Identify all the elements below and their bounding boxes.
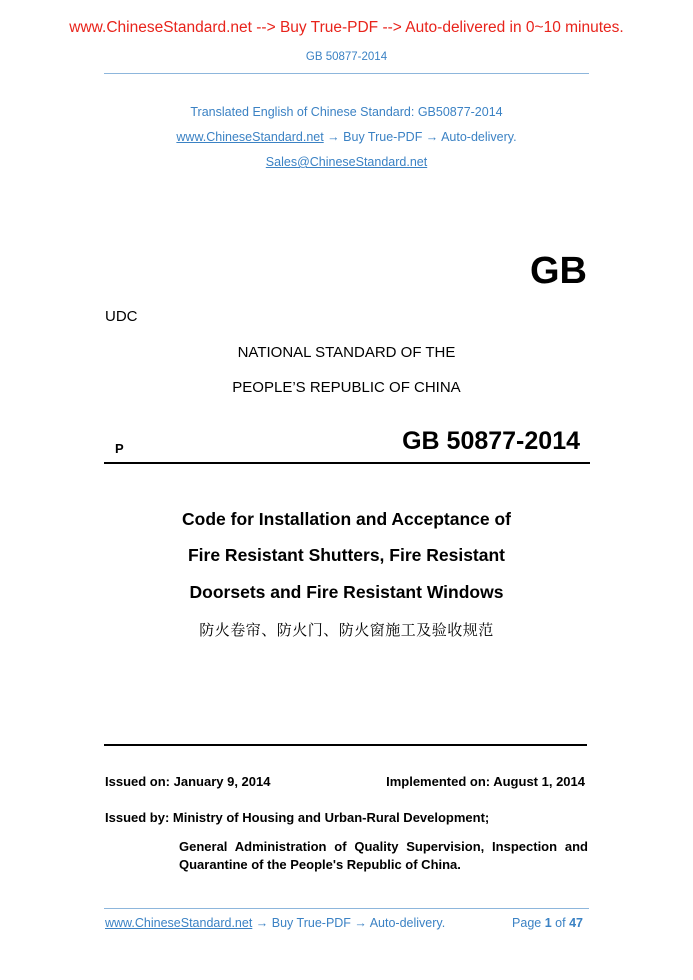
footer-purchase-text: → Buy True-PDF → Auto-delivery. bbox=[252, 916, 446, 930]
page-of: of bbox=[555, 916, 566, 930]
page-label: Page bbox=[512, 916, 542, 930]
issued-on: Issued on: January 9, 2014 bbox=[105, 774, 271, 789]
title-line-2: Fire Resistant Shutters, Fire Resistant bbox=[187, 545, 506, 565]
page-total: 47 bbox=[569, 916, 583, 930]
title-line-1: Code for Installation and Acceptance of bbox=[182, 509, 511, 529]
national-standard-line2: PEOPLE’S REPUBLIC OF CHINA bbox=[232, 379, 461, 396]
page-current: 1 bbox=[544, 916, 552, 930]
bottom-rule bbox=[104, 744, 587, 746]
p-mark: P bbox=[115, 441, 124, 456]
email-link[interactable]: Sales@ChineseStandard.net bbox=[265, 155, 428, 169]
standard-number: GB 50877-2014 bbox=[402, 427, 580, 455]
issued-by-second-org: General Administration of Quality Supervision, Inspection and Quarantine of the People's Republic of China. bbox=[179, 839, 588, 872]
footer-purchase-line bbox=[105, 916, 445, 930]
page-indicator bbox=[512, 916, 583, 930]
purchase-text: → Buy True-PDF → Auto-delivery. bbox=[323, 130, 517, 144]
header-divider bbox=[104, 73, 589, 74]
footer-site-link[interactable]: www.ChineseStandard.net bbox=[105, 916, 253, 930]
translation-note: Translated English of Chinese Standard: GB50877-2014 bbox=[190, 105, 503, 119]
promo-banner: www.ChineseStandard.net --> Buy True-PDF --> Auto-delivered in 0~10 minutes. bbox=[69, 19, 624, 36]
udc-label: UDC bbox=[105, 308, 138, 325]
gb-logo: GB bbox=[530, 250, 587, 292]
title-line-3: Doorsets and Fire Resistant Windows bbox=[189, 582, 504, 602]
issued-by: Issued by: Ministry of Housing and Urban-Rural Development; bbox=[105, 810, 490, 825]
footer-divider bbox=[104, 908, 589, 909]
header-std-code: GB 50877-2014 bbox=[305, 51, 388, 63]
email-line bbox=[0, 155, 693, 169]
chinese-title: 防火卷帘、防火门、防火窗施工及验收规范 bbox=[199, 622, 494, 639]
national-standard-line1: NATIONAL STANDARD OF THE bbox=[237, 344, 456, 361]
implemented-on: Implemented on: August 1, 2014 bbox=[386, 774, 585, 789]
site-link[interactable]: www.ChineseStandard.net bbox=[176, 130, 324, 144]
translation-purchase-line bbox=[0, 130, 693, 144]
title-top-rule bbox=[104, 462, 590, 464]
